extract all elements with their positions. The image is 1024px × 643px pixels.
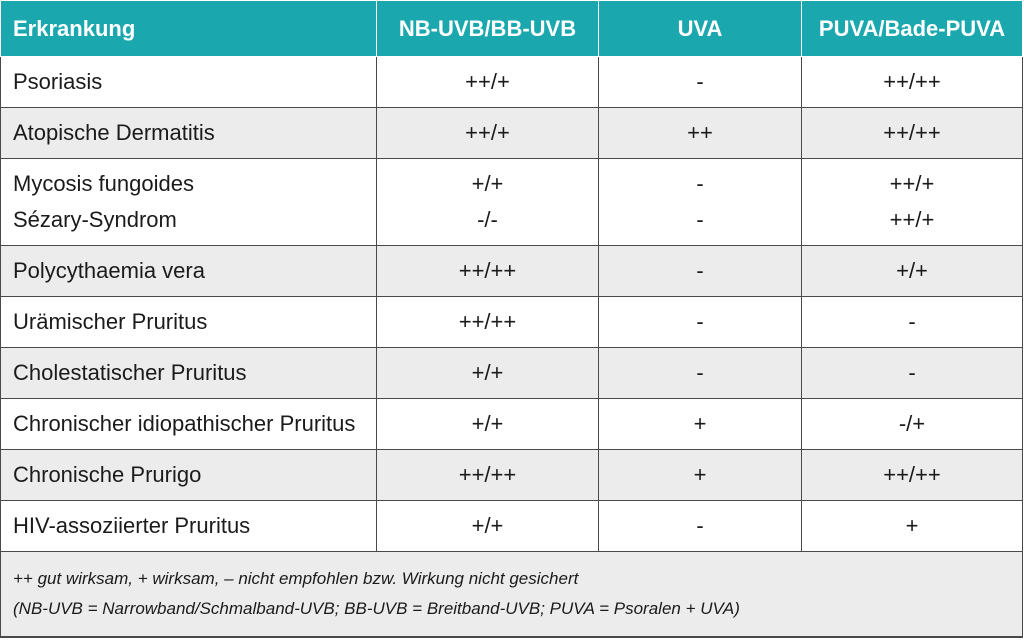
row-uva [599, 348, 802, 399]
nb-uvb-value: ++/+ [465, 120, 510, 145]
footnote-abbreviations: (NB-UVB = Narrowband/Schmalband-UVB; BB-UVB = Breitband-UVB; PUVA = Psoralen + UVA) [13, 599, 740, 618]
nb-uvb-value: +/+ [471, 360, 504, 385]
uva-value: + [693, 462, 707, 487]
row-puva [802, 450, 1023, 501]
row-nb-uvb [377, 348, 599, 399]
uva-value: ++ [687, 120, 713, 145]
row-uva [599, 246, 802, 297]
disease-name: Sézary-Syndrom [13, 207, 177, 232]
row-disease [1, 348, 377, 399]
nb-uvb-value: +/+ [471, 411, 504, 436]
disease-name: Polycythaemia vera [13, 258, 205, 283]
row-uva [599, 108, 802, 159]
row-uva [599, 297, 802, 348]
row-disease [1, 57, 377, 108]
row-nb-uvb [377, 108, 599, 159]
disease-name: Cholestatischer Pruritus [13, 360, 247, 385]
nb-uvb-value: +/+ [471, 513, 504, 538]
row-uva [599, 159, 802, 246]
header-nb-uvb: NB-UVB/BB-UVB [377, 1, 599, 57]
disease-name: Mycosis fungoides [13, 171, 194, 196]
puva-value: ++/+ [889, 171, 935, 196]
row-disease [1, 246, 377, 297]
table-row [1, 108, 1023, 159]
row-nb-uvb [377, 450, 599, 501]
row-puva [802, 57, 1023, 108]
row-disease [1, 501, 377, 552]
uva-value: - [696, 207, 704, 232]
row-puva [802, 501, 1023, 552]
disease-name: Urämischer Pruritus [13, 309, 208, 334]
puva-value: - [908, 309, 916, 334]
nb-uvb-value: ++/+ [465, 69, 510, 94]
table-row [1, 246, 1023, 297]
row-puva [802, 348, 1023, 399]
row-puva [802, 159, 1023, 246]
header-erkrankung: Erkrankung [1, 1, 377, 57]
row-disease [1, 159, 377, 246]
row-disease [1, 450, 377, 501]
uva-value: - [696, 69, 704, 94]
row-uva [599, 57, 802, 108]
puva-value: ++/++ [883, 69, 941, 94]
uva-value: - [696, 171, 704, 196]
row-nb-uvb [377, 501, 599, 552]
nb-uvb-value: +/+ [471, 171, 504, 196]
row-uva [599, 501, 802, 552]
table-row [1, 159, 1023, 246]
puva-value: ++/++ [883, 462, 941, 487]
puva-value: -/+ [898, 411, 926, 436]
row-nb-uvb [377, 246, 599, 297]
row-disease [1, 399, 377, 450]
table-row [1, 297, 1023, 348]
footnote-cell [1, 552, 1023, 638]
table-row [1, 399, 1023, 450]
nb-uvb-value: ++/++ [458, 462, 517, 487]
row-puva [802, 108, 1023, 159]
table-row [1, 57, 1023, 108]
footnote-row [1, 552, 1023, 638]
uva-value: - [696, 258, 704, 283]
disease-name: HIV-assoziierter Pruritus [13, 513, 251, 538]
row-disease [1, 297, 377, 348]
disease-name: Chronische Prurigo [13, 462, 202, 487]
row-nb-uvb [377, 399, 599, 450]
row-nb-uvb [377, 159, 599, 246]
uva-value: + [693, 411, 707, 436]
nb-uvb-value: ++/++ [458, 309, 517, 334]
uva-value: - [696, 513, 704, 538]
puva-value: ++/++ [883, 120, 941, 145]
puva-value: +/+ [896, 258, 928, 283]
row-nb-uvb [377, 57, 599, 108]
header-puva: PUVA/Bade-PUVA [802, 1, 1023, 57]
puva-value: - [908, 360, 916, 385]
header-row [1, 1, 1023, 57]
nb-uvb-value: ++/++ [458, 258, 517, 283]
disease-name: Chronischer idiopathischer Pruritus [13, 411, 356, 436]
row-nb-uvb [377, 297, 599, 348]
puva-value: + [905, 513, 919, 538]
table-row [1, 450, 1023, 501]
row-uva [599, 450, 802, 501]
uva-value: - [696, 309, 704, 334]
uva-value: - [696, 360, 704, 385]
row-puva [802, 399, 1023, 450]
row-puva [802, 297, 1023, 348]
table-row [1, 501, 1023, 552]
disease-name: Psoriasis [13, 69, 103, 94]
table-row [1, 348, 1023, 399]
row-uva [599, 399, 802, 450]
row-puva [802, 246, 1023, 297]
disease-name: Atopische Dermatitis [13, 120, 215, 145]
header-uva: UVA [599, 1, 802, 57]
puva-value: ++/+ [889, 207, 935, 232]
nb-uvb-value: -/- [477, 207, 498, 232]
row-disease [1, 108, 377, 159]
footnote-legend: ++ gut wirksam, + wirksam, – nicht empfohlen bzw. Wirkung nicht gesichert [13, 569, 579, 588]
